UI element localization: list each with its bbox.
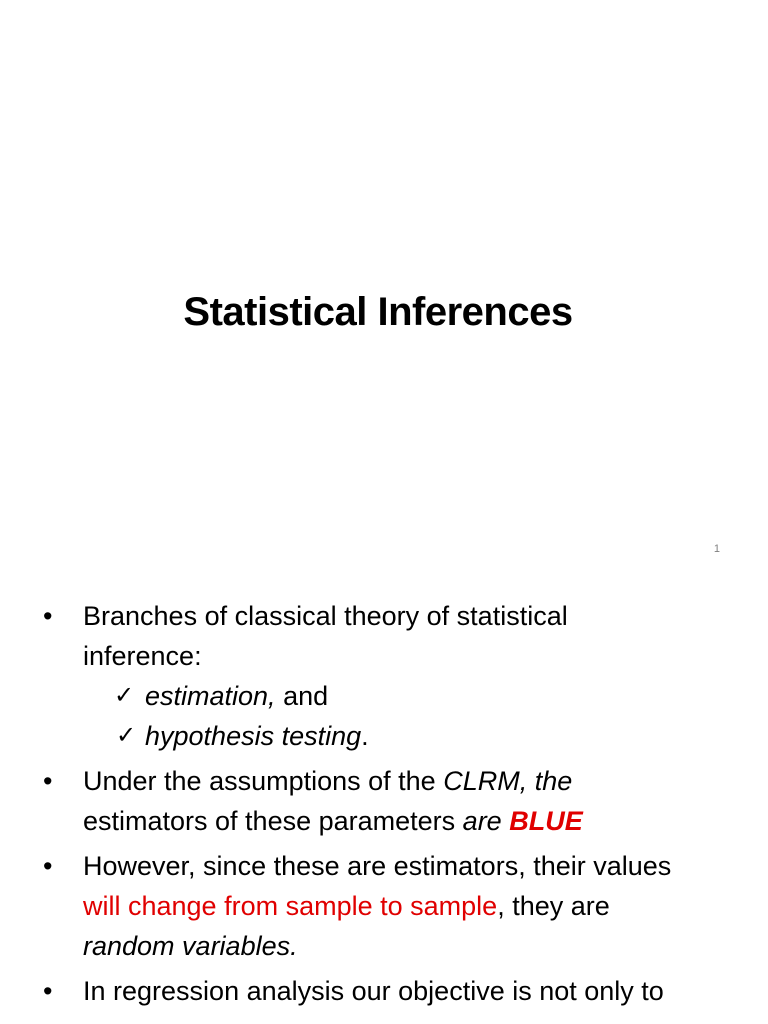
checkmark-icon: ✓ (114, 682, 135, 709)
bullet-icon: • (43, 601, 53, 631)
sub-item-text: and (275, 681, 329, 711)
page-number: 1 (713, 543, 720, 555)
sub-item-hypothesis (83, 716, 738, 756)
bullet-text: In regression analysis our objective is not only to (83, 976, 664, 1006)
bullet-item-branches (0, 596, 768, 756)
sub-item-estimation (83, 676, 738, 716)
bullet-text-after: , they are (497, 891, 610, 921)
bullet-item-clrm (0, 761, 768, 841)
bullet-text: However, since these are estimators, their values (83, 851, 672, 881)
bullet-italic-random: random variables. (83, 931, 298, 961)
bullet-item-regression (0, 971, 768, 1011)
bullet-item-estimators (0, 846, 768, 966)
bullet-list (0, 596, 768, 1016)
checkmark-icon: ✓ (116, 722, 137, 749)
blue-highlight: BLUE (509, 806, 583, 836)
bullet-icon: • (43, 766, 53, 796)
bullet-icon: • (43, 851, 53, 881)
bullet-text-continued: inference: (83, 641, 202, 671)
red-highlight: will change from sample to sample (83, 891, 498, 921)
bullet-text-continued: estimators of these parameters (83, 806, 463, 836)
bullet-text: Under the assumptions of the (83, 766, 444, 796)
content-slide (0, 576, 768, 1024)
bullet-italic-are: are (462, 806, 510, 836)
sub-item-text: . (361, 721, 369, 751)
sub-item-italic: hypothesis testing (145, 721, 362, 751)
sub-item-italic: estimation, (145, 681, 276, 711)
bullet-italic-clrm: CLRM, the (443, 766, 573, 796)
bullet-icon: • (43, 976, 53, 1006)
slide-title: Statistical Inferences (183, 290, 573, 334)
bullet-text: Branches of classical theory of statistical (83, 601, 568, 631)
